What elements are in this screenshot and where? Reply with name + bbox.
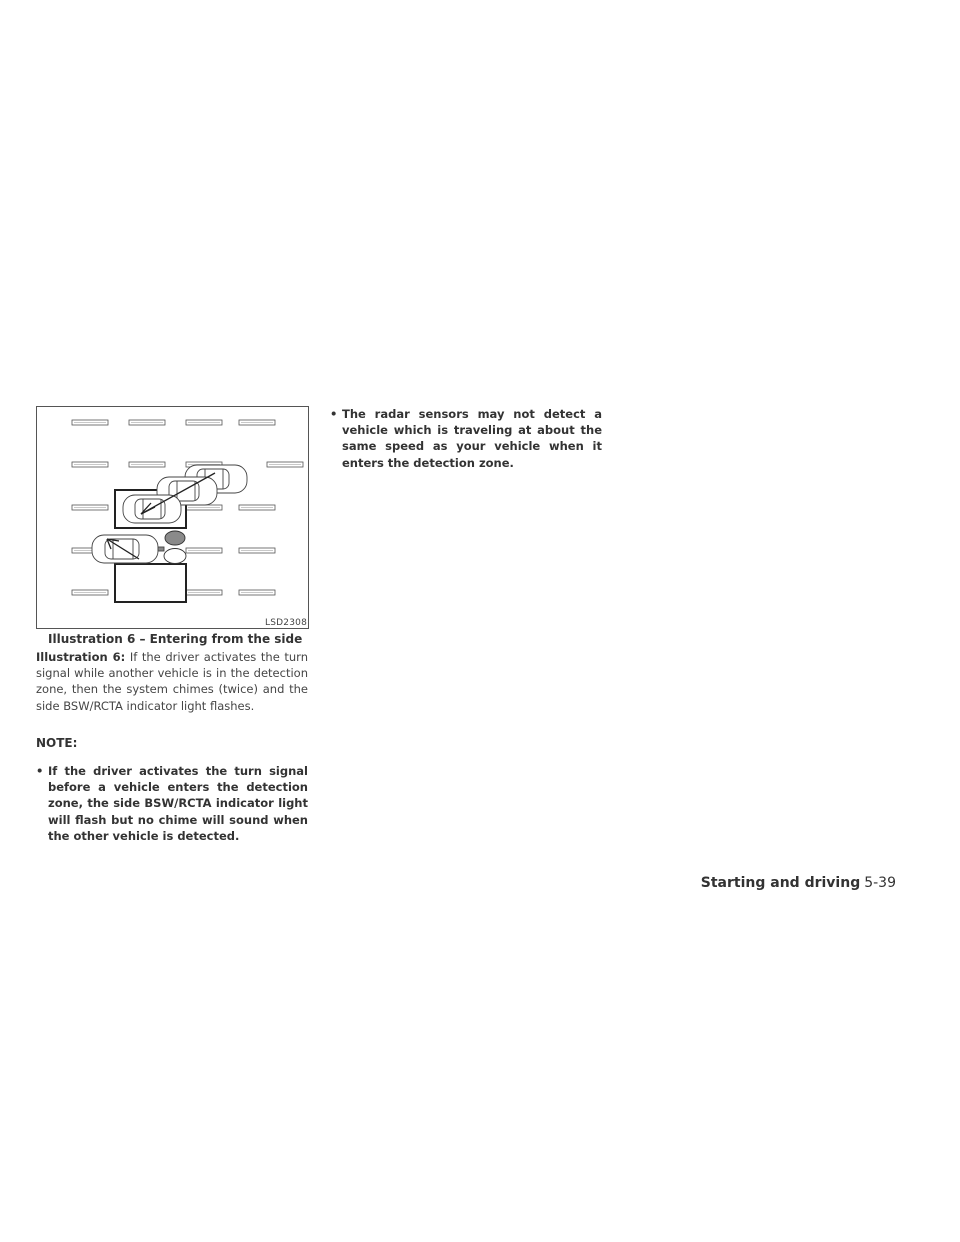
paragraph-lead: Illustration 6:: [36, 650, 126, 664]
bullet-marker: •: [330, 407, 338, 421]
illustration-figure: [36, 406, 309, 629]
detection-zone-diagram: [37, 407, 308, 628]
note-label: NOTE:: [36, 736, 78, 750]
detection-zone-lower: [115, 564, 186, 602]
note-bullet: [36, 763, 308, 844]
figure-code: LSD2308: [265, 618, 307, 628]
note-bullet: [330, 406, 602, 471]
bullet-text: The radar sensors may not detect a vehicle which is traveling at about the same speed as your vehicle when it enters the detection zone.: [342, 407, 602, 470]
footer-section: Starting and driving: [700, 875, 861, 891]
vehicle-own: [92, 535, 164, 563]
paragraph-body: If the driver activates the turn signal while another vehicle is in the detection zone, then the system chimes (twice) and the side BSW/RCTA indicator light flashes.: [36, 650, 308, 713]
page-number: 5-39: [864, 875, 896, 891]
figure-caption: Illustration 6 – Entering from the side: [48, 632, 303, 646]
bullet-marker: •: [36, 764, 44, 778]
indicator-light-inactive: [164, 549, 186, 564]
indicator-light-active: [165, 531, 185, 545]
page-footer: [620, 875, 896, 891]
bullet-text: If the driver activates the turn signal before a vehicle enters the detection zone, the side BSW/RCTA indicator light will flash but no chime will sound when the other vehicle is detected.: [48, 764, 308, 843]
illustration-description: [36, 649, 308, 714]
